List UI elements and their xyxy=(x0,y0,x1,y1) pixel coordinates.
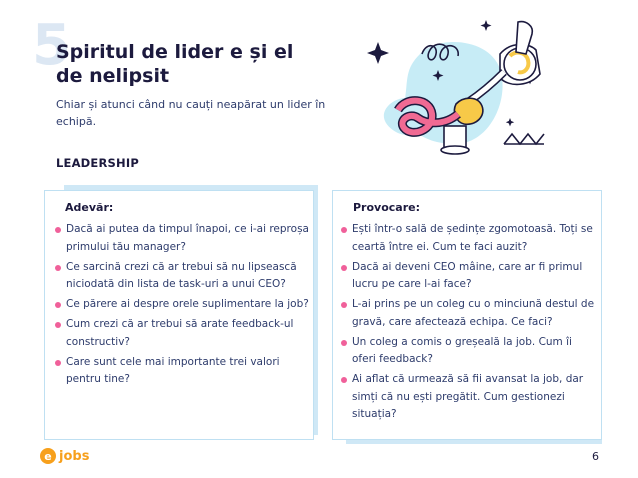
list-item xyxy=(55,259,311,294)
list-item xyxy=(55,354,311,389)
bullet-dot xyxy=(55,322,61,328)
bullet-dot xyxy=(55,302,61,308)
card-truth xyxy=(44,190,314,440)
list-item-text: Care sunt cele mai importante trei valori pentru tine? xyxy=(66,355,280,385)
list-item-text: L-ai prins pe un coleg cu o minciună destul de gravă, care afectează echipa. Ce faci? xyxy=(352,298,595,328)
list-item-text: Un coleg a comis o greșeală la job. Cum îi oferi feedback? xyxy=(352,335,572,365)
list-item-text: Ești într-o sală de ședințe zgomotoasă. Toți se ceartă între ei. Cum te faci auzit? xyxy=(352,223,593,253)
page-title: Spiritul de lider e și el de nelipsit xyxy=(56,41,294,87)
list-item xyxy=(341,221,599,256)
list-item-text: Ai aflat că urmează să fii avansat la job, dar simți că nu ești pregătit. Cum gestionezi situația? xyxy=(352,373,584,420)
list-item xyxy=(341,259,599,294)
bullet-dot xyxy=(341,302,347,308)
list-item-text: Dacă ai deveni CEO mâine, care ar fi primul lucru pe care l-ai face? xyxy=(352,260,583,290)
page-number: 6 xyxy=(592,450,599,463)
list-item-text: Dacă ai putea da timpul înapoi, ce i-ai reproșa primului tău manager? xyxy=(66,223,309,253)
bullet-dot xyxy=(341,265,347,271)
trumpet-hand-illustration xyxy=(360,14,550,164)
card-truth-list xyxy=(55,221,311,391)
bullet-dot xyxy=(341,340,347,346)
card-challenge xyxy=(332,190,602,440)
list-item-text: Ce sarcină crezi că ar trebui să nu lipsească niciodată din lista de task-uri a unui CEO? xyxy=(66,260,297,290)
card-challenge-list xyxy=(341,221,599,426)
bullet-dot xyxy=(341,227,347,233)
logo-mark-icon: e xyxy=(40,448,56,464)
list-item xyxy=(55,316,311,351)
list-item xyxy=(341,334,599,369)
list-item xyxy=(55,221,311,256)
page-subtitle: Chiar și atunci când nu cauți neapărat un lider în echipă. xyxy=(56,98,326,128)
list-item-text: Cum crezi că ar trebui să arate feedback-ul constructiv? xyxy=(66,318,294,348)
section-number: 5 xyxy=(32,13,71,78)
card-truth-title: Adevăr: xyxy=(65,201,114,214)
bullet-dot xyxy=(55,265,61,271)
list-item xyxy=(341,371,599,424)
list-item xyxy=(55,296,311,314)
logo-text: jobs xyxy=(59,448,90,464)
section-label: LEADERSHIP xyxy=(56,156,139,170)
card-challenge-title: Provocare: xyxy=(353,201,420,214)
bullet-dot xyxy=(55,227,61,233)
list-item-text: Ce părere ai despre orele suplimentare la job? xyxy=(66,298,309,310)
bullet-dot xyxy=(341,377,347,383)
list-item xyxy=(341,296,599,331)
ejobs-logo xyxy=(40,448,89,464)
bullet-dot xyxy=(55,360,61,366)
